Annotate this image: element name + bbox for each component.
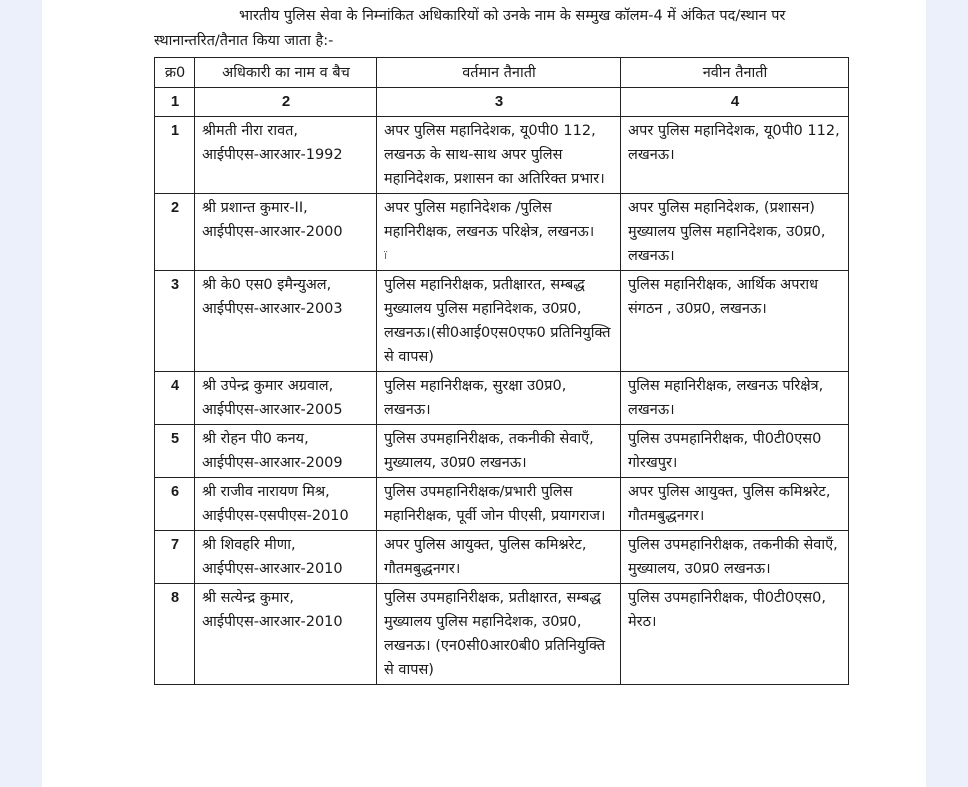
intro-line-2: स्थानान्तरित/तैनात किया जाता है:- (154, 33, 334, 49)
officer-batch: आईपीएस-एसपीएस-2010 (202, 508, 349, 524)
officer-batch: आईपीएस-आरआर-2005 (202, 402, 343, 418)
new-posting-cell: पुलिस उपमहानिरीक्षक, तकनीकी सेवाएँ, मुख्यालय, उ0प्र0 लखनऊ। (621, 531, 849, 584)
table-row (155, 372, 849, 425)
officer-cell (195, 478, 377, 531)
officer-batch: आईपीएस-आरआर-2010 (202, 614, 343, 630)
officer-name: श्री रोहन पी0 कनय, (202, 431, 309, 447)
serial-number-cell: 4 (155, 372, 195, 425)
current-posting-cell (377, 584, 621, 685)
serial-number-cell: 6 (155, 478, 195, 531)
officer-cell (195, 425, 377, 478)
current-posting-cell (377, 425, 621, 478)
officer-name: श्री उपेन्द्र कुमार अग्रवाल, (202, 378, 334, 394)
officer-cell (195, 117, 377, 194)
current-posting-text: अपर पुलिस आयुक्त, पुलिस कमिश्नरेट, गौतमबुद्धनगर। (384, 537, 587, 577)
header-new-posting: नवीन तैनाती (621, 58, 849, 88)
intro-paragraph (154, 4, 854, 54)
table-row (155, 117, 849, 194)
column-number-row (155, 88, 849, 117)
officer-cell (195, 531, 377, 584)
new-posting-cell: अपर पुलिस आयुक्त, पुलिस कमिश्नरेट, गौतमबुद्धनगर। (621, 478, 849, 531)
header-officer-name-batch: अधिकारी का नाम व बैच (195, 58, 377, 88)
current-posting-cell (377, 271, 621, 372)
officer-name: श्रीमती नीरा रावत, (202, 123, 299, 139)
current-posting-cell (377, 117, 621, 194)
new-posting-cell: पुलिस महानिरीक्षक, लखनऊ परिक्षेत्र, लखनऊ। (621, 372, 849, 425)
column-number: 1 (155, 88, 195, 117)
officer-batch: आईपीएस-आरआर-2000 (202, 224, 343, 240)
current-posting-text: पुलिस महानिरीक्षक, प्रतीक्षारत, सम्बद्ध मुख्यालय पुलिस महानिदेशक, उ0प्र0, लखनऊ।(सी0आई0एस0एफ0 प्रतिनियुक्ति से वापस) (384, 277, 611, 365)
officer-name: श्री प्रशान्त कुमार-II, (202, 200, 308, 216)
intro-line-1: भारतीय पुलिस सेवा के निम्नांकित अधिकारियों को उनके नाम के सम्मुख कॉलम-4 में अंकित पद/स्थान पर (239, 8, 786, 24)
serial-number-cell: 3 (155, 271, 195, 372)
transfer-table (154, 57, 849, 685)
new-posting-cell: पुलिस उपमहानिरीक्षक, पी0टी0एस0 गोरखपुर। (621, 425, 849, 478)
current-posting-text: पुलिस उपमहानिरीक्षक, प्रतीक्षारत, सम्बद्ध मुख्यालय पुलिस महानिदेशक, उ0प्र0, लखनऊ। (एन0सी0आर0बी0 प्रतिनियुक्ति से वापस) (384, 590, 606, 678)
column-number: 3 (377, 88, 621, 117)
officer-name: श्री सत्येन्द्र कुमार, (202, 590, 294, 606)
officer-cell (195, 194, 377, 271)
current-posting-cell (377, 372, 621, 425)
table-row (155, 425, 849, 478)
current-posting-text: अपर पुलिस महानिदेशक /पुलिस महानिरीक्षक, लखनऊ परिक्षेत्र, लखनऊ। (384, 200, 595, 240)
new-posting-cell: पुलिस उपमहानिरीक्षक, पी0टी0एस0, मेरठ। (621, 584, 849, 685)
officer-cell (195, 584, 377, 685)
table-row (155, 478, 849, 531)
document-page (42, 0, 926, 787)
officer-batch: आईपीएस-आरआर-2010 (202, 561, 343, 577)
officer-name: श्री शिवहरि मीणा, (202, 537, 296, 553)
current-posting-text: पुलिस उपमहानिरीक्षक/प्रभारी पुलिस महानिरीक्षक, पूर्वी जोन पीएसी, प्रयागराज। (384, 484, 606, 524)
current-posting-text: पुलिस उपमहानिरीक्षक, तकनीकी सेवाएँ, मुख्यालय, उ0प्र0 लखनऊ। (384, 431, 594, 471)
serial-number-cell: 1 (155, 117, 195, 194)
table-row (155, 194, 849, 271)
officer-name: श्री के0 एस0 इमैन्युअल, (202, 277, 332, 293)
new-posting-cell: अपर पुलिस महानिदेशक, यू0पी0 112, लखनऊ। (621, 117, 849, 194)
current-posting-cell (377, 478, 621, 531)
current-posting-text: अपर पुलिस महानिदेशक, यू0पी0 112, लखनऊ के साथ-साथ अपर पुलिस महानिदेशक, प्रशासन का अतिरिक्त प्रभार। (384, 123, 605, 187)
column-number: 4 (621, 88, 849, 117)
officer-name: श्री राजीव नारायण मिश्र, (202, 484, 330, 500)
serial-number-cell: 7 (155, 531, 195, 584)
table-row (155, 531, 849, 584)
stray-mark: ï (384, 249, 388, 262)
new-posting-cell: पुलिस महानिरीक्षक, आर्थिक अपराध संगठन , उ0प्र0, लखनऊ। (621, 271, 849, 372)
column-number: 2 (195, 88, 377, 117)
table-row (155, 271, 849, 372)
header-current-posting: वर्तमान तैनाती (377, 58, 621, 88)
new-posting-cell: अपर पुलिस महानिदेशक, (प्रशासन) मुख्यालय पुलिस महानिदेशक, उ0प्र0, लखनऊ। (621, 194, 849, 271)
header-sno: क्र0 (155, 58, 195, 88)
current-posting-text: पुलिस महानिरीक्षक, सुरक्षा उ0प्र0, लखनऊ। (384, 378, 567, 418)
officer-cell (195, 271, 377, 372)
officer-batch: आईपीएस-आरआर-2009 (202, 455, 343, 471)
serial-number-cell: 2 (155, 194, 195, 271)
officer-cell (195, 372, 377, 425)
officer-batch: आईपीएस-आरआर-2003 (202, 301, 343, 317)
officer-batch: आईपीएस-आरआर-1992 (202, 147, 343, 163)
serial-number-cell: 8 (155, 584, 195, 685)
current-posting-cell (377, 194, 621, 271)
current-posting-cell (377, 531, 621, 584)
table-header-row (155, 58, 849, 88)
table-row (155, 584, 849, 685)
serial-number-cell: 5 (155, 425, 195, 478)
